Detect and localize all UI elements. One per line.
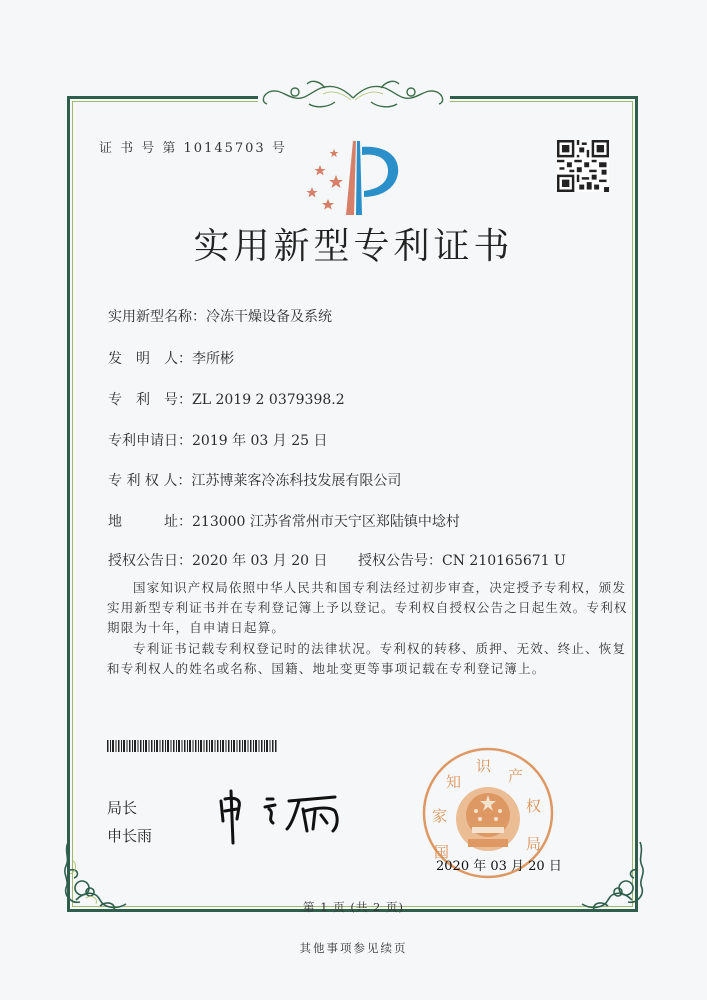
seal-date: 2020 年 03 月 20 日 xyxy=(436,859,562,874)
certificate-number: 证 书 号 第 10145703 号 xyxy=(99,141,287,156)
field-value: 江苏博莱客冷冻科技发展有限公司 xyxy=(191,473,402,489)
top-ornament-icon xyxy=(255,78,451,112)
field-label: 专 利 权 人： xyxy=(108,473,192,489)
qr-code-icon xyxy=(557,140,609,192)
field-label: 授权公告日： xyxy=(108,553,192,569)
signatory-title: 局长 xyxy=(107,799,138,817)
field-label: 地 址： xyxy=(108,514,192,530)
signature-icon xyxy=(215,785,365,845)
field-value: 213000 江苏省常州市天宁区郑陆镇中埝村 xyxy=(192,514,460,530)
barcode-icon xyxy=(107,740,277,752)
cnipa-logo-icon xyxy=(300,137,410,217)
svg-text:知: 知 xyxy=(446,773,462,791)
svg-text:局: 局 xyxy=(526,835,542,853)
legal-paragraph-status: 专利证书记载专利权登记时的法律状况。专利权的转移、质押、无效、终止、恢复和专利权人的姓名或名称、国籍、地址变更等事项记载在专利登记簿上。 xyxy=(107,641,627,676)
field-label: 授权公告号： xyxy=(358,553,442,569)
svg-text:产: 产 xyxy=(508,767,524,785)
field-value: ZL 2019 2 0379398.2 xyxy=(192,392,345,408)
field-patent-number xyxy=(108,389,345,409)
field-application-date xyxy=(108,430,328,450)
field-label: 专利申请日： xyxy=(108,433,192,449)
field-value: 2019 年 03 月 25 日 xyxy=(192,433,328,449)
certificate-title: 实用新型专利证书 xyxy=(193,226,514,267)
field-label: 实用新型名称： xyxy=(108,309,206,325)
field-inventor xyxy=(108,348,234,368)
field-label: 专 利 号： xyxy=(108,392,192,408)
field-value: 2020 年 03 月 20 日 xyxy=(192,553,328,569)
page-number: 第 1 页 (共 2 页) xyxy=(303,900,404,914)
field-grant-announcement-number xyxy=(358,550,566,570)
field-value: 李所彬 xyxy=(192,351,234,367)
svg-text:权: 权 xyxy=(526,797,542,815)
field-address xyxy=(108,511,460,531)
signatory-name: 申长雨 xyxy=(107,827,153,845)
field-patentee xyxy=(108,470,401,490)
svg-text:家: 家 xyxy=(432,807,448,825)
field-value: 冷冻干燥设备及系统 xyxy=(206,309,332,325)
continued-note: 其他事项参见续页 xyxy=(299,941,408,955)
field-value: CN 210165671 U xyxy=(442,553,566,569)
field-grant-announcement-date xyxy=(108,550,328,570)
field-label: 发 明 人： xyxy=(108,351,192,367)
field-utility-model-name xyxy=(108,306,332,326)
svg-text:识: 识 xyxy=(476,757,492,775)
legal-paragraph-grant: 国家知识产权局依照中华人民共和国专利法经过初步审查，决定授予专利权，颁发实用新型专利证书并在专利登记簿上予以登记。专利权自授权公告之日起生效。专利权期限为十年，自申请日起算。 xyxy=(107,580,628,635)
svg-text:国: 国 xyxy=(434,843,450,861)
